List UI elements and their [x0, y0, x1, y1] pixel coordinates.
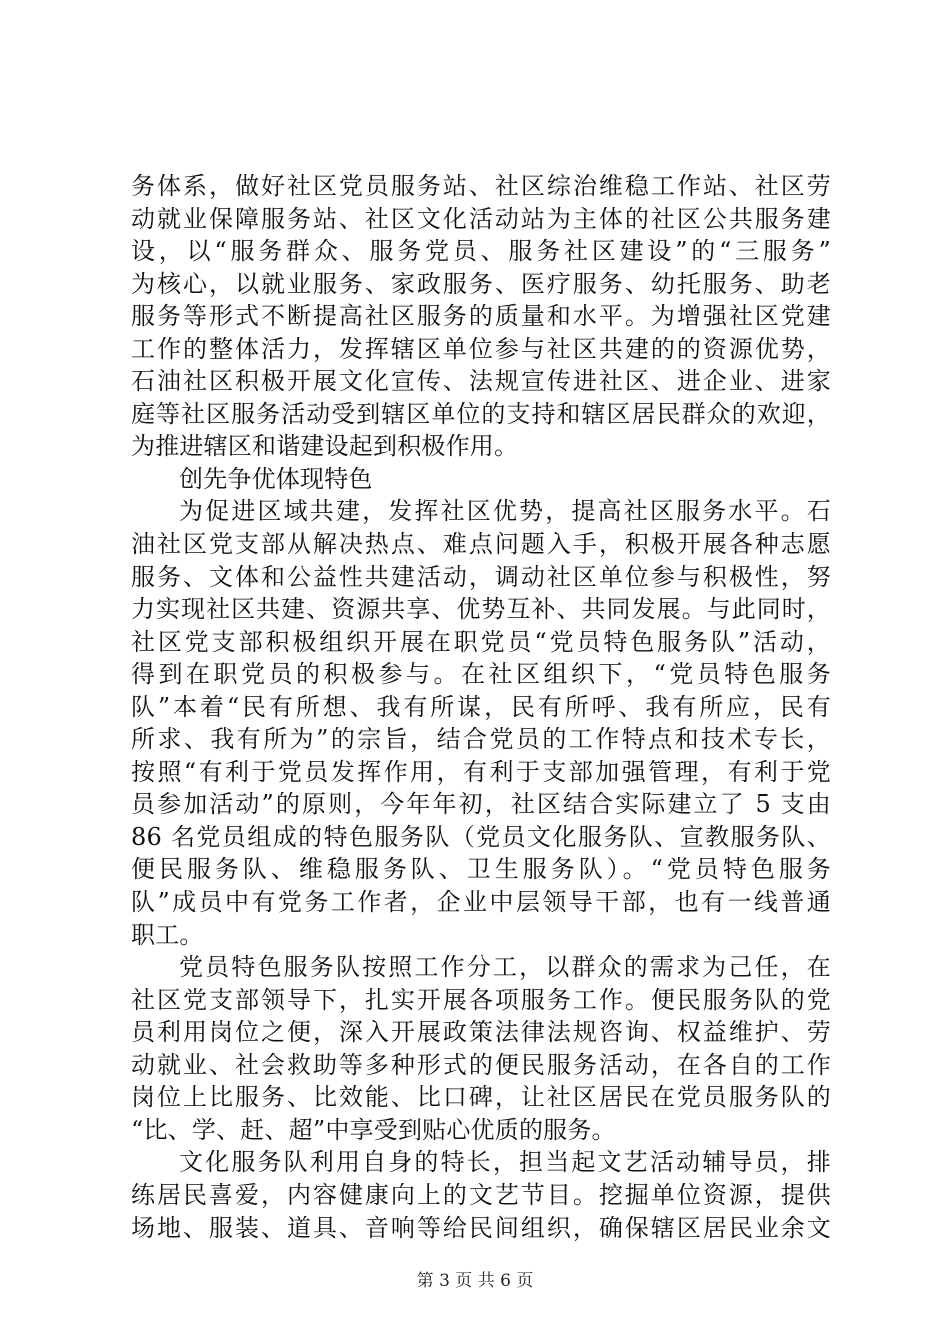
- text-line: 服务等形式不断提高社区服务的质量和水平。为增强社区党建: [131, 302, 831, 331]
- text-line: 动就业、社会救助等多种形式的便民服务活动，在各自的工作: [131, 1050, 831, 1079]
- text-line: 86 名党员组成的特色服务队（党员文化服务队、宣教服务队、: [131, 822, 831, 851]
- text-line: 油社区党支部从解决热点、难点问题入手，积极开展各种志愿: [131, 530, 831, 559]
- body-text: [131, 170, 831, 1244]
- text-line: 党员特色服务队按照工作分工，以群众的需求为己任，在: [179, 953, 831, 982]
- section-heading: 创先争优体现特色: [179, 464, 373, 493]
- text-line: 工作的整体活力，发挥辖区单位参与社区共建的的资源优势，: [131, 334, 831, 363]
- text-line: 服务、文体和公益性共建活动，调动社区单位参与积极性，努: [131, 562, 831, 591]
- text-line: 按照“有利于党员发挥作用，有利于支部加强管理，有利于党: [131, 757, 831, 786]
- text-line: 力实现社区共建、资源共享、优势互补、共同发展。与此同时，: [131, 595, 831, 624]
- text-line: 队”成员中有党务工作者，企业中层领导干部，也有一线普通: [131, 888, 831, 917]
- text-line: 得到在职党员的积极参与。在社区组织下，“党员特色服务: [131, 660, 831, 689]
- text-line: 务体系，做好社区党员服务站、社区综治维稳工作站、社区劳: [131, 172, 831, 200]
- text-line: 岗位上比服务、比效能、比口碑，让社区居民在党员服务队的: [131, 1083, 831, 1112]
- text-line: 场地、服装、道具、音响等给民间组织，确保辖区居民业余文: [131, 1213, 831, 1242]
- page-number-footer: 第 3 页 共 6 页: [416, 1271, 534, 1291]
- text-line: 员参加活动”的原则，今年年初，社区结合实际建立了 5 支由: [131, 790, 831, 819]
- text-line: 动就业保障服务站、社区文化活动站为主体的社区公共服务建: [131, 204, 831, 233]
- text-line: 石油社区积极开展文化宣传、法规宣传进社区、进企业、进家: [131, 367, 831, 396]
- text-line: 员利用岗位之便，深入开展政策法律法规咨询、权益维护、劳: [131, 1018, 831, 1047]
- text-line: 为促进区域共建，发挥社区优势，提高社区服务水平。石: [179, 497, 831, 526]
- text-line: 为核心，以就业服务、家政服务、医疗服务、幼托服务、助老: [131, 269, 831, 298]
- text-line: 为推进辖区和谐建设起到积极作用。: [131, 432, 519, 461]
- text-line: 文化服务队利用自身的特长，担当起文艺活动辅导员，排: [179, 1148, 831, 1177]
- text-line: 设，以“服务群众、服务党员、服务社区建设”的“三服务”: [131, 237, 831, 266]
- text-line: 队”本着“民有所想、我有所谋，民有所呼、我有所应，民有: [131, 692, 831, 721]
- text-line: “比、学、赶、超”中享受到贴心优质的服务。: [131, 1115, 616, 1144]
- text-line: 便民服务队、维稳服务队、卫生服务队）。“党员特色服务: [131, 855, 831, 884]
- text-line: 所求、我有所为”的宗旨，结合党员的工作特点和技术专长，: [131, 725, 831, 754]
- text-line: 社区党支部领导下，扎实开展各项服务工作。便民服务队的党: [131, 985, 831, 1014]
- text-line: 练居民喜爱，内容健康向上的文艺节目。挖掘单位资源，提供: [131, 1180, 831, 1209]
- text-line: 庭等社区服务活动受到辖区单位的支持和辖区居民群众的欢迎，: [131, 399, 831, 428]
- text-line: 职工。: [131, 920, 204, 949]
- text-line: 社区党支部积极组织开展在职党员“党员特色服务队”活动，: [131, 627, 831, 656]
